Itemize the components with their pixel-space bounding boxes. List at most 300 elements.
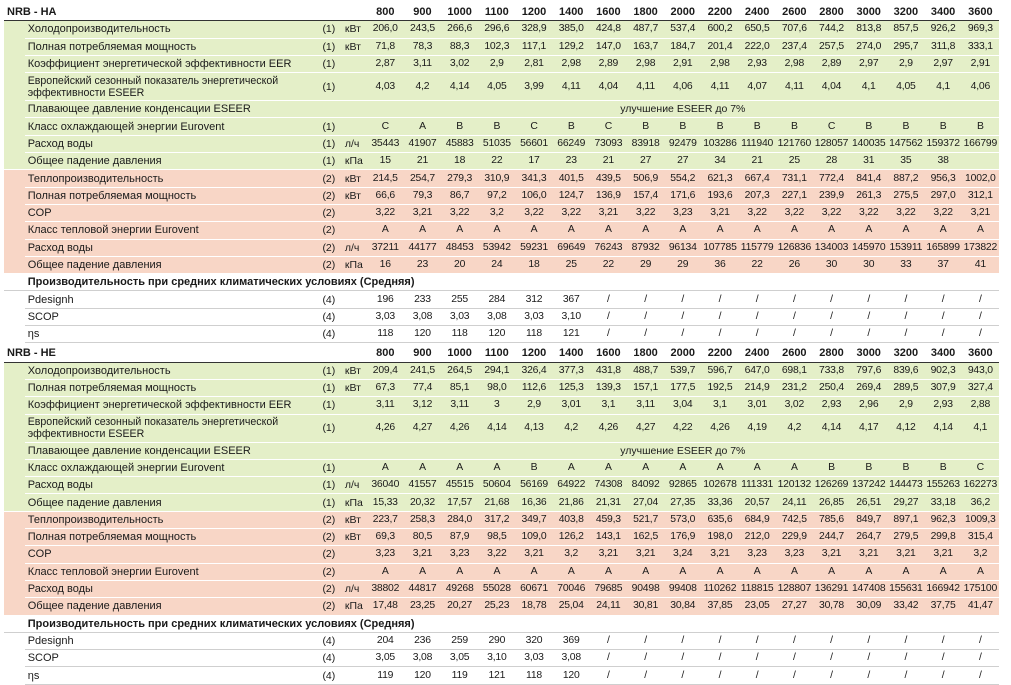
table-cell: 37,85 — [701, 598, 738, 615]
row-ref: (1) — [315, 21, 343, 38]
table-cell: 3,23 — [739, 546, 776, 563]
table-cell: 214,5 — [367, 170, 404, 187]
table-cell: 119 — [367, 667, 404, 684]
table-cell: 4,07 — [739, 73, 776, 101]
table-cell: 83918 — [627, 135, 664, 152]
table-cell: / — [813, 667, 850, 684]
row-unit: кВт — [343, 511, 367, 528]
table-cell: 204 — [367, 632, 404, 649]
table-cell: 3,2 — [553, 546, 590, 563]
model-size-header: 2800 — [813, 345, 850, 362]
table-row — [4, 632, 999, 649]
model-size-header: 3000 — [850, 345, 887, 362]
table-cell: 261,3 — [850, 187, 887, 204]
table-row — [4, 308, 999, 325]
table-cell: / — [924, 291, 961, 308]
model-size-header: 2000 — [664, 4, 701, 21]
table-cell: 3,2 — [962, 546, 999, 563]
row-label: Полная потребляемая мощность — [25, 529, 315, 546]
table-cell: 317,2 — [478, 511, 515, 528]
table-cell: B — [739, 118, 776, 135]
table-cell: 4,26 — [441, 414, 478, 442]
table-cell: A — [962, 563, 999, 580]
table-cell: 20,32 — [404, 494, 441, 511]
table-cell: / — [962, 632, 999, 649]
table-cell: 223,7 — [367, 511, 404, 528]
table-cell: 16,36 — [515, 494, 552, 511]
table-cell: 307,9 — [924, 379, 961, 396]
table-cell: 506,9 — [627, 170, 664, 187]
model-size-header: 900 — [404, 345, 441, 362]
table-cell: A — [850, 563, 887, 580]
table-cell: 241,5 — [404, 362, 441, 379]
table-cell: 254,7 — [404, 170, 441, 187]
table-cell: 3,21 — [962, 204, 999, 221]
table-cell: 85,1 — [441, 379, 478, 396]
table-cell: 99408 — [664, 580, 701, 597]
table-cell: 849,7 — [850, 511, 887, 528]
table-cell: 312 — [515, 291, 552, 308]
table-cell: 23,25 — [404, 598, 441, 615]
table-cell: 153911 — [887, 239, 924, 256]
table-cell: 212,0 — [739, 529, 776, 546]
row-ref: (1) — [315, 153, 343, 170]
table-cell: 147562 — [887, 135, 924, 152]
table-cell: 207,3 — [739, 187, 776, 204]
specs-table — [4, 4, 999, 685]
table-cell: / — [887, 632, 924, 649]
table-cell: 23 — [553, 153, 590, 170]
table-cell: / — [739, 291, 776, 308]
table-cell: 233 — [404, 291, 441, 308]
table-cell: 69649 — [553, 239, 590, 256]
table-cell: 24 — [478, 256, 515, 273]
row-ref: (2) — [315, 239, 343, 256]
table-cell: 3,12 — [404, 397, 441, 414]
table-cell: 487,7 — [627, 21, 664, 38]
table-cell: 327,4 — [962, 379, 999, 396]
row-ref: (1) — [315, 118, 343, 135]
table-cell: A — [813, 222, 850, 239]
row-label: ηs — [25, 326, 315, 343]
row-note: улучшение ESEER до 7% — [367, 101, 999, 118]
table-row — [4, 38, 999, 55]
table-cell: A — [553, 563, 590, 580]
row-unit — [343, 291, 367, 308]
table-cell: 51035 — [478, 135, 515, 152]
row-unit: кПа — [343, 153, 367, 170]
row-unit — [343, 326, 367, 343]
table-row — [4, 650, 999, 667]
row-unit: л/ч — [343, 239, 367, 256]
model-size-header: 900 — [404, 4, 441, 21]
model-size-header: 1600 — [590, 345, 627, 362]
table-cell: 128807 — [776, 580, 813, 597]
table-cell — [962, 153, 999, 170]
table-cell: / — [962, 667, 999, 684]
table-cell: 176,9 — [664, 529, 701, 546]
table-cell: 157,4 — [627, 187, 664, 204]
table-cell: 4,26 — [590, 414, 627, 442]
row-ref: (2) — [315, 563, 343, 580]
model-size-header: 3600 — [962, 4, 999, 21]
row-label: ηs — [25, 667, 315, 684]
table-cell: 857,5 — [887, 21, 924, 38]
table-cell: 312,1 — [962, 187, 999, 204]
table-cell: / — [664, 326, 701, 343]
model-size-header: 1400 — [553, 4, 590, 21]
table-cell: 55028 — [478, 580, 515, 597]
table-cell: 121 — [553, 326, 590, 343]
table-cell: 733,8 — [813, 362, 850, 379]
table-cell: 537,4 — [664, 21, 701, 38]
table-cell: 36 — [701, 256, 738, 273]
row-unit: кВт — [343, 170, 367, 187]
table-cell: A — [553, 459, 590, 476]
model-size-header: 1000 — [441, 345, 478, 362]
table-cell: 3,21 — [887, 546, 924, 563]
table-cell: 596,7 — [701, 362, 738, 379]
table-cell: 3,1 — [701, 397, 738, 414]
table-cell: 2,89 — [590, 55, 627, 72]
row-unit: кПа — [343, 256, 367, 273]
table-cell: A — [739, 459, 776, 476]
table-cell: 37211 — [367, 239, 404, 256]
table-cell: A — [590, 563, 627, 580]
table-cell: 3,21 — [404, 546, 441, 563]
table-cell: 66,6 — [367, 187, 404, 204]
table-cell: 403,8 — [553, 511, 590, 528]
table-cell: 264,7 — [850, 529, 887, 546]
table-cell: 279,3 — [441, 170, 478, 187]
table-row — [4, 667, 999, 684]
table-cell: 257,5 — [813, 38, 850, 55]
table-cell: C — [813, 118, 850, 135]
table-cell: / — [887, 650, 924, 667]
table-cell: 73093 — [590, 135, 627, 152]
table-row — [4, 153, 999, 170]
table-cell: 74308 — [590, 477, 627, 494]
table-cell: 166942 — [924, 580, 961, 597]
table-cell: A — [664, 563, 701, 580]
model-size-header: 1200 — [515, 345, 552, 362]
table-cell: 209,4 — [367, 362, 404, 379]
row-ref: (1) — [315, 459, 343, 476]
row-ref — [315, 101, 343, 118]
table-cell: / — [850, 632, 887, 649]
table-cell: 227,1 — [776, 187, 813, 204]
table-cell: 2,97 — [850, 55, 887, 72]
table-cell: / — [739, 308, 776, 325]
row-label: Теплопроизводительность — [25, 511, 315, 528]
table-cell: 144473 — [887, 477, 924, 494]
table-cell: A — [924, 222, 961, 239]
table-cell: 22 — [590, 256, 627, 273]
table-cell: / — [590, 291, 627, 308]
table-cell: 3,22 — [739, 204, 776, 221]
table-cell: 731,1 — [776, 170, 813, 187]
table-cell: / — [962, 650, 999, 667]
row-label: COP — [25, 546, 315, 563]
model-size-header: 1600 — [590, 4, 627, 21]
table-cell: 163,7 — [627, 38, 664, 55]
table-cell: 193,6 — [701, 187, 738, 204]
table-cell: 2,9 — [887, 397, 924, 414]
table-cell: 92865 — [664, 477, 701, 494]
table-cell: A — [701, 563, 738, 580]
table-cell: 21,86 — [553, 494, 590, 511]
table-row — [4, 187, 999, 204]
table-cell: 214,9 — [739, 379, 776, 396]
heating-condition-band — [4, 170, 25, 274]
table-cell: 36040 — [367, 477, 404, 494]
table-cell: 222,0 — [739, 38, 776, 55]
table-cell: 4,04 — [813, 73, 850, 101]
table-row — [4, 256, 999, 273]
table-cell: 4,06 — [962, 73, 999, 101]
table-cell: 2,98 — [627, 55, 664, 72]
table-cell: 4,12 — [887, 414, 924, 442]
table-cell: 3,23 — [776, 546, 813, 563]
table-cell: 744,2 — [813, 21, 850, 38]
row-unit — [343, 204, 367, 221]
table-cell: 3,01 — [739, 397, 776, 414]
heating-condition-band — [4, 511, 25, 615]
table-cell: A — [404, 118, 441, 135]
table-cell: 30,81 — [627, 598, 664, 615]
table-cell: 3,21 — [404, 204, 441, 221]
model-size-header: 800 — [367, 345, 404, 362]
model-size-header: 3200 — [887, 4, 924, 21]
row-ref: (2) — [315, 546, 343, 563]
table-cell: 295,7 — [887, 38, 924, 55]
table-cell: 3,21 — [924, 546, 961, 563]
row-unit — [343, 442, 367, 459]
table-cell: 25,23 — [478, 598, 515, 615]
table-cell: 2,93 — [813, 397, 850, 414]
row-label: Холодопроизводительность — [25, 362, 315, 379]
table-cell: 67,3 — [367, 379, 404, 396]
row-label: Расход воды — [25, 580, 315, 597]
table-cell: 3,22 — [367, 204, 404, 221]
row-label: Pdesignh — [25, 291, 315, 308]
table-cell: 20,57 — [739, 494, 776, 511]
table-cell: 785,6 — [813, 511, 850, 528]
table-cell: 4,14 — [441, 73, 478, 101]
table-cell: A — [776, 563, 813, 580]
table-cell: 45515 — [441, 477, 478, 494]
table-cell: / — [627, 650, 664, 667]
model-size-header: 1000 — [441, 4, 478, 21]
row-ref: (1) — [315, 379, 343, 396]
table-cell: 4,26 — [367, 414, 404, 442]
table-cell: 27 — [664, 153, 701, 170]
table-cell: 20,27 — [441, 598, 478, 615]
table-cell: 22 — [739, 256, 776, 273]
table-row — [4, 414, 999, 442]
table-cell: 41557 — [404, 477, 441, 494]
table-cell: 2,98 — [701, 55, 738, 72]
table-cell: 4,05 — [478, 73, 515, 101]
table-cell: A — [739, 563, 776, 580]
table-row — [4, 442, 999, 459]
table-cell: B — [924, 459, 961, 476]
table-cell: 16 — [367, 256, 404, 273]
table-row — [4, 239, 999, 256]
table-cell: 128057 — [813, 135, 850, 152]
table-cell: 162273 — [962, 477, 999, 494]
table-cell: 33,36 — [701, 494, 738, 511]
row-ref: (2) — [315, 204, 343, 221]
table-cell: 4,2 — [776, 414, 813, 442]
table-cell: / — [664, 291, 701, 308]
table-cell: 125,3 — [553, 379, 590, 396]
table-cell: / — [590, 667, 627, 684]
table-cell: 25 — [553, 256, 590, 273]
model-title: NRB - HA — [4, 4, 367, 21]
table-row — [4, 563, 999, 580]
table-cell: 3,21 — [813, 546, 850, 563]
table-cell: 126836 — [776, 239, 813, 256]
table-cell: 134003 — [813, 239, 850, 256]
table-cell: 90498 — [627, 580, 664, 597]
table-cell: 3,21 — [515, 546, 552, 563]
table-cell: 56601 — [515, 135, 552, 152]
row-unit: л/ч — [343, 135, 367, 152]
table-cell: / — [924, 632, 961, 649]
row-label: SCOP — [25, 308, 315, 325]
table-cell: A — [515, 563, 552, 580]
table-cell: 320 — [515, 632, 552, 649]
table-cell: 21,68 — [478, 494, 515, 511]
table-cell: 36,2 — [962, 494, 999, 511]
table-cell: 239,9 — [813, 187, 850, 204]
table-cell: 118 — [515, 326, 552, 343]
table-cell: 839,6 — [887, 362, 924, 379]
table-cell: 3,2 — [478, 204, 515, 221]
table-cell: 311,8 — [924, 38, 961, 55]
table-cell: / — [887, 308, 924, 325]
average-climate-title: Производительность при средних климатических условиях (Средняя) — [25, 274, 999, 291]
table-cell: 117,1 — [515, 38, 552, 55]
table-cell: 4,14 — [813, 414, 850, 442]
table-cell: B — [701, 118, 738, 135]
table-cell: 20 — [441, 256, 478, 273]
table-cell: 4,11 — [553, 73, 590, 101]
table-cell: 37,75 — [924, 598, 961, 615]
table-cell: 3,22 — [776, 204, 813, 221]
table-cell: A — [850, 222, 887, 239]
table-cell: 25 — [776, 153, 813, 170]
table-row — [4, 21, 999, 38]
average-climate-section-row — [4, 274, 999, 291]
table-cell: 102678 — [701, 477, 738, 494]
table-cell: 297,0 — [924, 187, 961, 204]
row-ref: (1) — [315, 477, 343, 494]
table-cell: 3,22 — [515, 204, 552, 221]
table-cell: 2,9 — [478, 55, 515, 72]
table-cell: 145970 — [850, 239, 887, 256]
table-cell: 155631 — [887, 580, 924, 597]
table-cell: / — [776, 667, 813, 684]
row-unit: кВт — [343, 38, 367, 55]
table-cell: 296,6 — [478, 21, 515, 38]
table-cell: 2,93 — [739, 55, 776, 72]
table-cell: 107785 — [701, 239, 738, 256]
cooling-condition-band — [4, 21, 25, 170]
table-cell: 236 — [404, 632, 441, 649]
table-cell: 4,13 — [515, 414, 552, 442]
table-cell: 41907 — [404, 135, 441, 152]
table-cell: / — [701, 632, 738, 649]
table-cell: A — [367, 459, 404, 476]
table-cell: 269,4 — [850, 379, 887, 396]
table-cell: 328,9 — [515, 21, 552, 38]
table-cell: 2,98 — [553, 55, 590, 72]
table-cell: 3,03 — [441, 308, 478, 325]
row-unit: кПа — [343, 494, 367, 511]
table-cell: 4,04 — [590, 73, 627, 101]
table-cell: 87,9 — [441, 529, 478, 546]
table-cell: 21 — [739, 153, 776, 170]
table-cell: 4,22 — [664, 414, 701, 442]
table-row — [4, 598, 999, 615]
row-unit — [343, 667, 367, 684]
table-cell: 41 — [962, 256, 999, 273]
row-label: Европейский сезонный показатель энергетической эффективности ESEER — [25, 414, 315, 442]
row-ref: (1) — [315, 55, 343, 72]
table-cell: 4,06 — [664, 73, 701, 101]
row-label: Полная потребляемая мощность — [25, 379, 315, 396]
row-label: Общее падение давления — [25, 153, 315, 170]
table-cell: / — [813, 308, 850, 325]
table-cell: 684,9 — [739, 511, 776, 528]
table-cell: 157,1 — [627, 379, 664, 396]
row-unit — [343, 414, 367, 442]
table-cell: 969,3 — [962, 21, 999, 38]
average-climate-section-row — [4, 615, 999, 632]
table-cell: / — [739, 650, 776, 667]
row-spacer — [4, 308, 25, 325]
table-cell: 3,03 — [515, 308, 552, 325]
table-cell: 3,10 — [478, 650, 515, 667]
table-cell: 22 — [478, 153, 515, 170]
table-cell: 294,1 — [478, 362, 515, 379]
table-row — [4, 397, 999, 414]
row-ref: (2) — [315, 580, 343, 597]
table-cell: B — [887, 459, 924, 476]
table-cell: 243,5 — [404, 21, 441, 38]
table-cell: 18 — [515, 256, 552, 273]
row-ref: (2) — [315, 187, 343, 204]
table-cell: 80,5 — [404, 529, 441, 546]
table-cell: C — [515, 118, 552, 135]
table-cell: A — [441, 459, 478, 476]
table-cell: 155263 — [924, 477, 961, 494]
table-cell: 79685 — [590, 580, 627, 597]
table-cell: / — [850, 291, 887, 308]
table-cell: 369 — [553, 632, 590, 649]
table-row — [4, 362, 999, 379]
row-unit: л/ч — [343, 477, 367, 494]
table-cell: 3,22 — [627, 204, 664, 221]
table-cell: 3,02 — [776, 397, 813, 414]
row-unit — [343, 650, 367, 667]
table-cell: 3,99 — [515, 73, 552, 101]
table-cell: 124,7 — [553, 187, 590, 204]
table-cell: 2,96 — [850, 397, 887, 414]
row-label: Полная потребляемая мощность — [25, 187, 315, 204]
